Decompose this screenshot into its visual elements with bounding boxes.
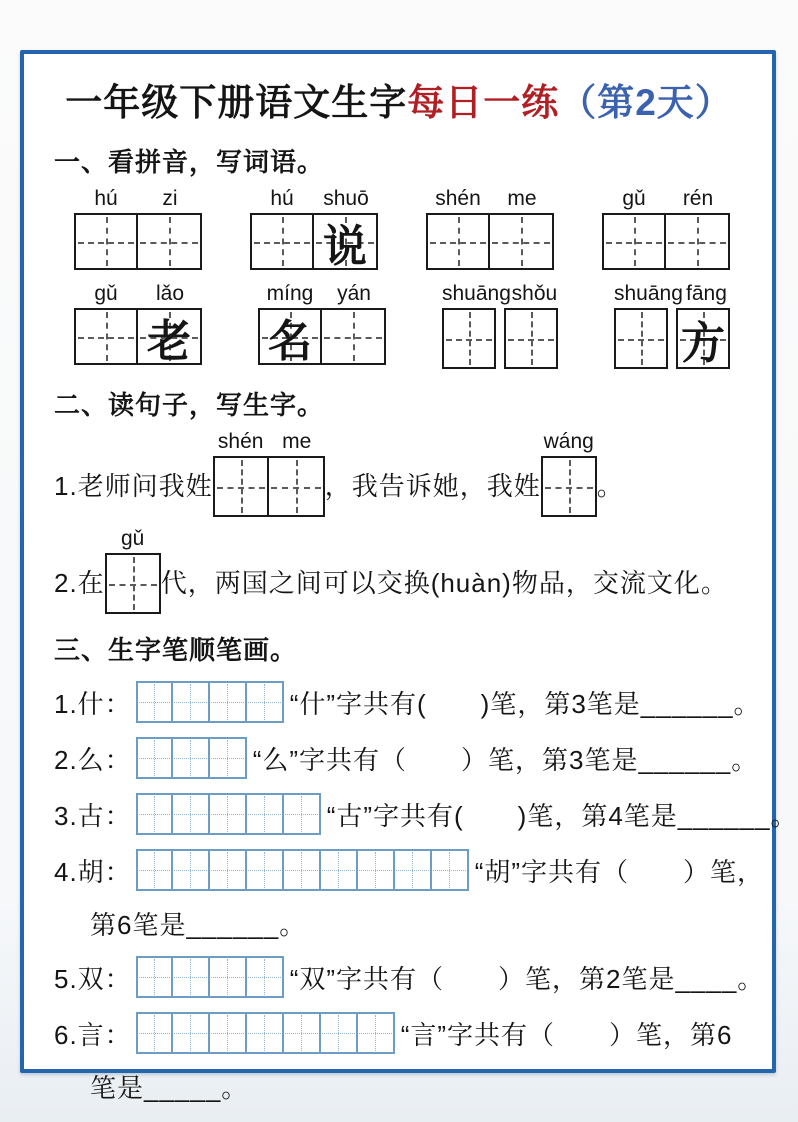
cell-character: [76, 215, 136, 268]
write-cell: [138, 213, 202, 270]
cell-character: [616, 310, 666, 367]
write-cell: [258, 308, 322, 365]
write-cell: [614, 308, 668, 369]
worksheet-page: [20, 50, 798, 1103]
write-cell: [74, 213, 138, 270]
stroke-grid: [136, 956, 284, 998]
write-cell: [269, 456, 325, 517]
gu-write-group: [105, 527, 161, 614]
section1-heading: 一、看拼音，写词语。: [54, 147, 325, 177]
page-title: [54, 72, 744, 126]
stroke-item-question: “什”字共有( )笔，第3笔是______。: [289, 688, 761, 719]
pinyin-label: [602, 187, 730, 211]
pinyin-syllable: shuō: [323, 187, 369, 210]
pinyin-syllable: me: [507, 187, 537, 210]
sentence-1-suffix: 。: [596, 471, 624, 501]
section3-heading: 三、生字笔顺笔画。: [54, 635, 298, 665]
write-cell: [213, 456, 269, 517]
stroke-cell: [284, 793, 321, 835]
pinyin-syllable: gǔ: [622, 187, 646, 210]
stroke-cell: [247, 793, 284, 835]
pinyin-label: [426, 187, 554, 211]
cell-character: [215, 458, 267, 515]
pinyin-syllable: rén: [682, 187, 714, 210]
stroke-cell: [247, 849, 284, 891]
stroke-cell: [136, 737, 173, 779]
stroke-grid: [136, 793, 321, 835]
stroke-cell: [136, 1012, 173, 1054]
write-cell: [602, 213, 666, 270]
stroke-item-1: [54, 681, 761, 723]
pinyin-syllable: shén: [435, 187, 481, 210]
pinyin-syllable: fāng: [686, 282, 727, 305]
pinyin-syllable: shuāng: [614, 282, 683, 305]
pinyin-label: [74, 187, 202, 211]
stroke-item-question-cont: 第6笔是______。: [90, 910, 307, 940]
stroke-cell: [284, 1012, 321, 1054]
cell-character: [322, 310, 384, 363]
cell-character: [107, 555, 159, 612]
stroke-cell: [210, 849, 247, 891]
stroke-item-question: “胡”字共有（ ）笔，: [474, 856, 765, 887]
word-group-shuangshou: [442, 282, 558, 369]
stroke-item-label: 6.言：: [54, 1019, 132, 1050]
cell-character: [252, 215, 312, 268]
title-red: 每日一练: [407, 82, 560, 123]
stroke-grid: [136, 1012, 395, 1054]
stroke-grid: [136, 849, 469, 891]
stroke-cell: [173, 849, 210, 891]
word-group-mingyan: [258, 282, 386, 369]
pinyin-label: [541, 430, 597, 454]
stroke-cell: [210, 737, 247, 779]
pinyin-label: [74, 282, 202, 306]
pinyin-label: [614, 282, 730, 306]
stroke-cell: [173, 793, 210, 835]
stroke-cell: [173, 956, 210, 998]
stroke-cell: [173, 1012, 210, 1054]
sentence-1-middle: ，我告诉她，我姓: [324, 471, 541, 501]
stroke-item-2: [54, 737, 759, 779]
stroke-cell: [432, 849, 469, 891]
stroke-cell: [210, 956, 247, 998]
stroke-grid: [136, 681, 284, 723]
cell-character: [490, 215, 552, 268]
stroke-item-6: [54, 1012, 744, 1105]
stroke-cell: [358, 1012, 395, 1054]
sentence-2: [54, 527, 744, 614]
stroke-item-question: “双”字共有（ ）笔，第2笔是____。: [289, 963, 765, 994]
word-row-1: [54, 187, 744, 270]
cell-character: [428, 215, 488, 268]
stroke-item-3: [54, 793, 798, 835]
stroke-grid: [136, 737, 247, 779]
pinyin-syllable: gǔ: [94, 282, 118, 305]
pinyin-syllable: lǎo: [155, 282, 185, 305]
stroke-item-question: “言”字共有（ ）笔，第6: [400, 1019, 733, 1050]
stroke-cell: [173, 681, 210, 723]
wang-write-group: [541, 430, 597, 517]
stroke-cell: [358, 849, 395, 891]
pinyin-label: [250, 187, 378, 211]
stroke-cell: [210, 793, 247, 835]
write-cell: [322, 308, 386, 365]
word-group-shenme: [426, 187, 554, 270]
sentence-1: [54, 430, 744, 517]
write-cell: [74, 308, 138, 365]
cell-character: [604, 215, 664, 268]
write-cell: [105, 553, 161, 614]
pinyin-syllable: hú: [94, 187, 118, 210]
stroke-cell: [284, 849, 321, 891]
stroke-item-question: “古”字共有( )笔，第4笔是______。: [326, 800, 798, 831]
pinyin-syllable: wáng: [543, 430, 594, 453]
write-cell: [666, 213, 730, 270]
stroke-item-label: 3.古：: [54, 800, 132, 831]
stroke-cell: [247, 1012, 284, 1054]
write-cell: [250, 213, 314, 270]
cell-character: 说: [323, 221, 367, 271]
write-cell: [504, 308, 558, 369]
title-blue: （第2天）: [559, 82, 733, 123]
stroke-cell: [321, 1012, 358, 1054]
stroke-item-label: 2.么：: [54, 744, 132, 775]
stroke-cell: [136, 849, 173, 891]
stroke-item-label: 5.双：: [54, 963, 132, 994]
cell-character: 老: [147, 316, 191, 366]
cell-character: [76, 310, 136, 363]
sentence-1-prefix: 1.老师问我姓: [54, 471, 213, 501]
cell-character: [138, 215, 200, 268]
cell-character: [269, 458, 323, 515]
sentence-2-suffix: 代，两国之间可以交换(huàn)物品，交流文化。: [160, 568, 728, 598]
write-cell: [541, 456, 597, 517]
word-group-gulao: [74, 282, 202, 369]
stroke-cell: [210, 1012, 247, 1054]
stroke-item-label: 4.胡：: [54, 856, 132, 887]
stroke-cell: [247, 956, 284, 998]
stroke-cell: [136, 793, 173, 835]
stroke-cell: [136, 956, 173, 998]
pinyin-label: [258, 282, 386, 306]
stroke-cell: [136, 681, 173, 723]
pinyin-syllable: yán: [337, 282, 371, 305]
stroke-cell: [173, 737, 210, 779]
stroke-item-5: [54, 956, 765, 998]
write-cell: [490, 213, 554, 270]
title-black: 一年级下册语文生字: [65, 82, 408, 123]
stroke-item-question-cont: 笔是_____。: [90, 1073, 249, 1103]
cell-character: [543, 458, 595, 515]
word-group-shuangfang: [614, 282, 730, 369]
stroke-item-question: “么”字共有（ ）笔，第3笔是______。: [252, 744, 759, 775]
pinyin-label: [105, 527, 161, 551]
word-group-guren: [602, 187, 730, 270]
pinyin-syllable: zi: [162, 187, 178, 210]
write-cell: [314, 213, 378, 270]
pinyin-syllable: míng: [266, 282, 314, 305]
word-group-huzi: [74, 187, 202, 270]
word-group-hushuo: [250, 187, 378, 270]
write-cell: [426, 213, 490, 270]
write-cell: [138, 308, 202, 365]
pinyin-syllable: me: [282, 430, 312, 453]
write-cell: [442, 308, 496, 369]
pinyin-syllable: shuāng: [442, 282, 511, 305]
stroke-cell: [395, 849, 432, 891]
pinyin-label: [213, 430, 325, 454]
word-row-2: [54, 282, 744, 369]
stroke-cell: [210, 681, 247, 723]
cell-character: [506, 310, 556, 367]
stroke-item-label: 1.什：: [54, 688, 132, 719]
pinyin-syllable: shén: [217, 430, 264, 453]
section2-heading: 二、读句子，写生字。: [54, 390, 325, 420]
pinyin-label: [442, 282, 558, 306]
stroke-item-4: [54, 849, 765, 942]
cell-character: [444, 310, 494, 367]
write-cell: [676, 308, 730, 369]
sentence-2-prefix: 2.在: [54, 568, 105, 598]
pinyin-syllable: gǔ: [121, 527, 145, 550]
pinyin-syllable: shǒu: [511, 282, 558, 305]
cell-character: 名: [268, 316, 312, 366]
cell-character: 方: [681, 318, 725, 368]
stroke-cell: [247, 681, 284, 723]
shenme-write-group: [213, 430, 325, 517]
cell-character: [666, 215, 728, 268]
pinyin-syllable: hú: [270, 187, 294, 210]
stroke-cell: [321, 849, 358, 891]
